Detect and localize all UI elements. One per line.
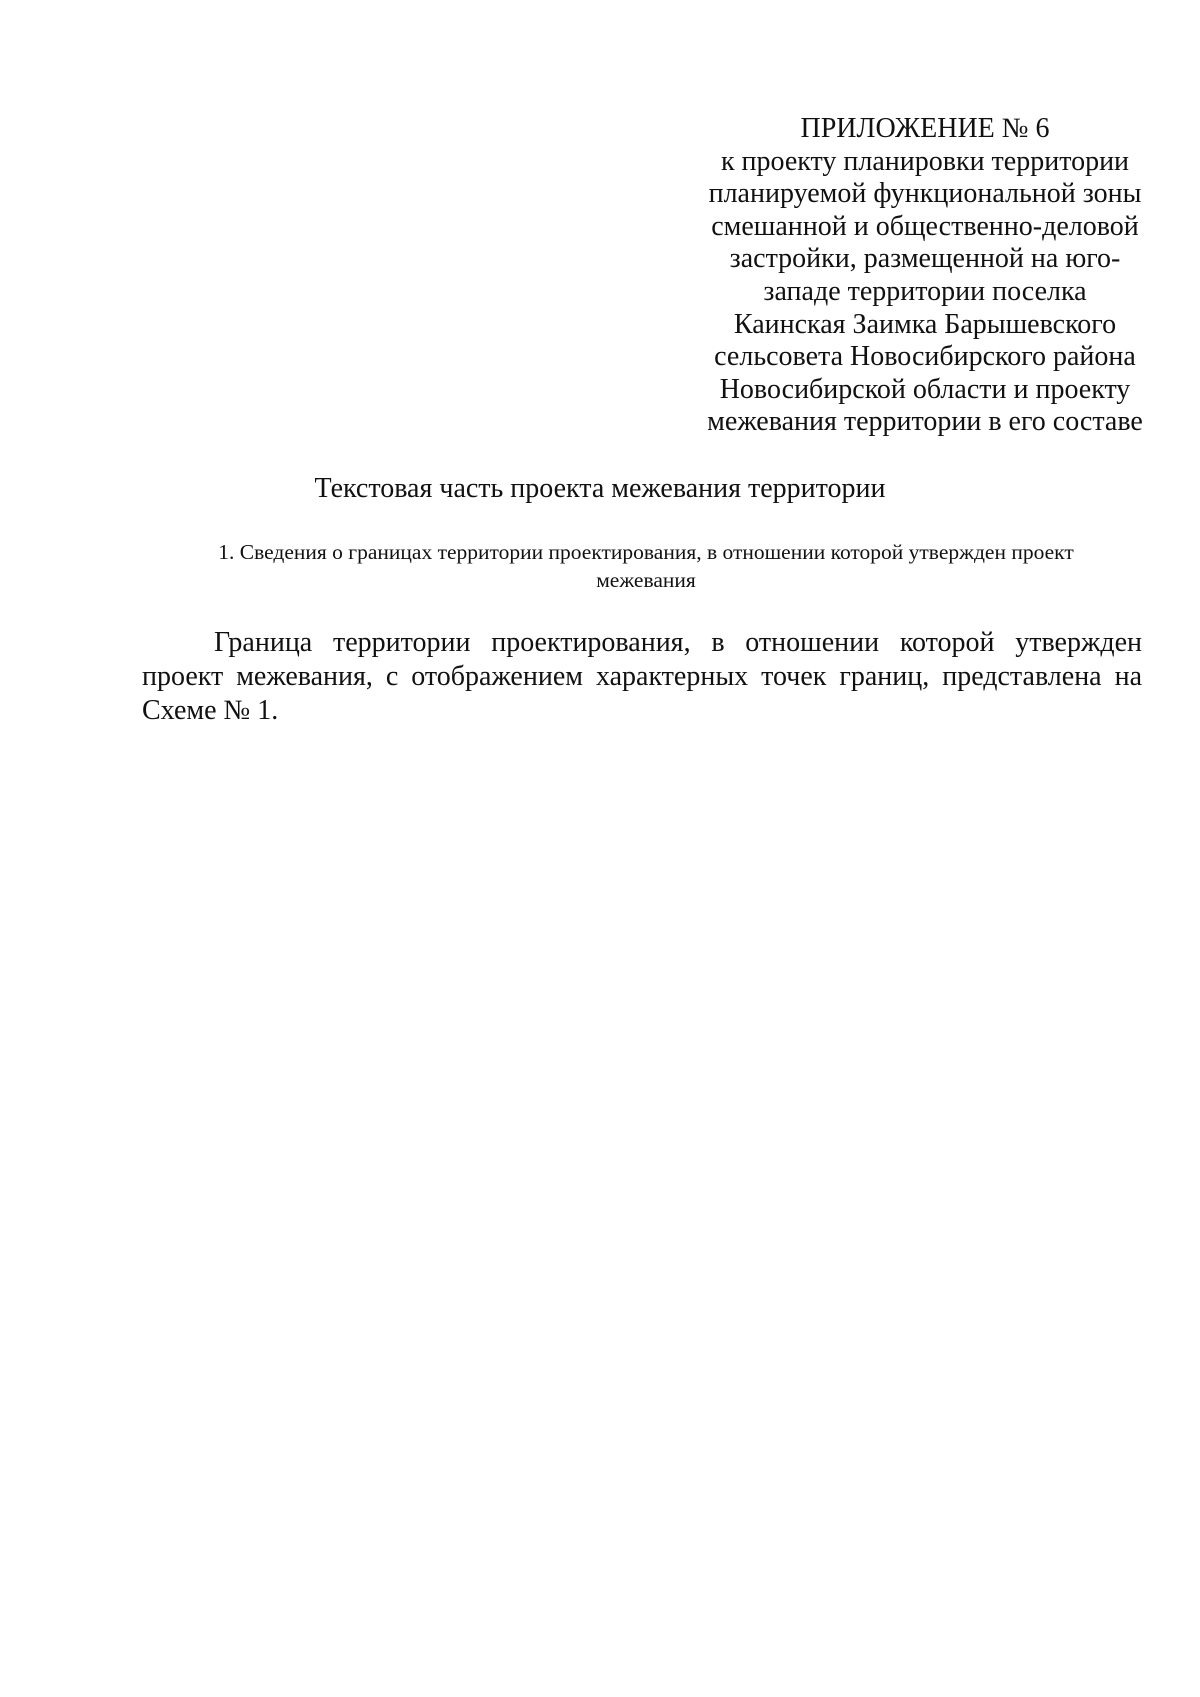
appendix-header (700, 113, 1150, 439)
body-paragraph (142, 626, 1142, 728)
appendix-caption-line: к проекту планировки территории (720, 145, 1130, 177)
subsection-heading-line: межевания (596, 568, 696, 592)
appendix-caption-line: западе территории поселка (763, 275, 1087, 307)
paragraph-line: Граница территории проектирования, в отношении которой утвержден (214, 627, 1142, 658)
appendix-number: ПРИЛОЖЕНИЕ № 6 (800, 113, 1050, 144)
paragraph-line: Схеме № 1. (142, 695, 279, 726)
appendix-caption-line: сельсовета Новосибирского района (714, 341, 1136, 373)
appendix-caption-line: смешанной и общественно-деловой (711, 210, 1139, 242)
appendix-caption-line: планируемой функциональной зоны (708, 178, 1142, 210)
section-title: Текстовая часть проекта межевания территории (314, 473, 886, 504)
paragraph-line: проект межевания, с отображением характерных точек границ, представлена на (142, 661, 1142, 692)
appendix-caption-line: Каинская Заимка Барышевского (733, 308, 1117, 340)
appendix-caption-line: застройки, размещенной на юго- (729, 243, 1121, 275)
appendix-caption-line: Новосибирской области и проекту (719, 373, 1131, 405)
subsection-heading (150, 538, 1142, 594)
appendix-caption-line: межевания территории в его составе (707, 406, 1143, 438)
subsection-heading-line: 1. Сведения о границах территории проектирования, в отношении которой утвержден проект (218, 540, 1074, 564)
